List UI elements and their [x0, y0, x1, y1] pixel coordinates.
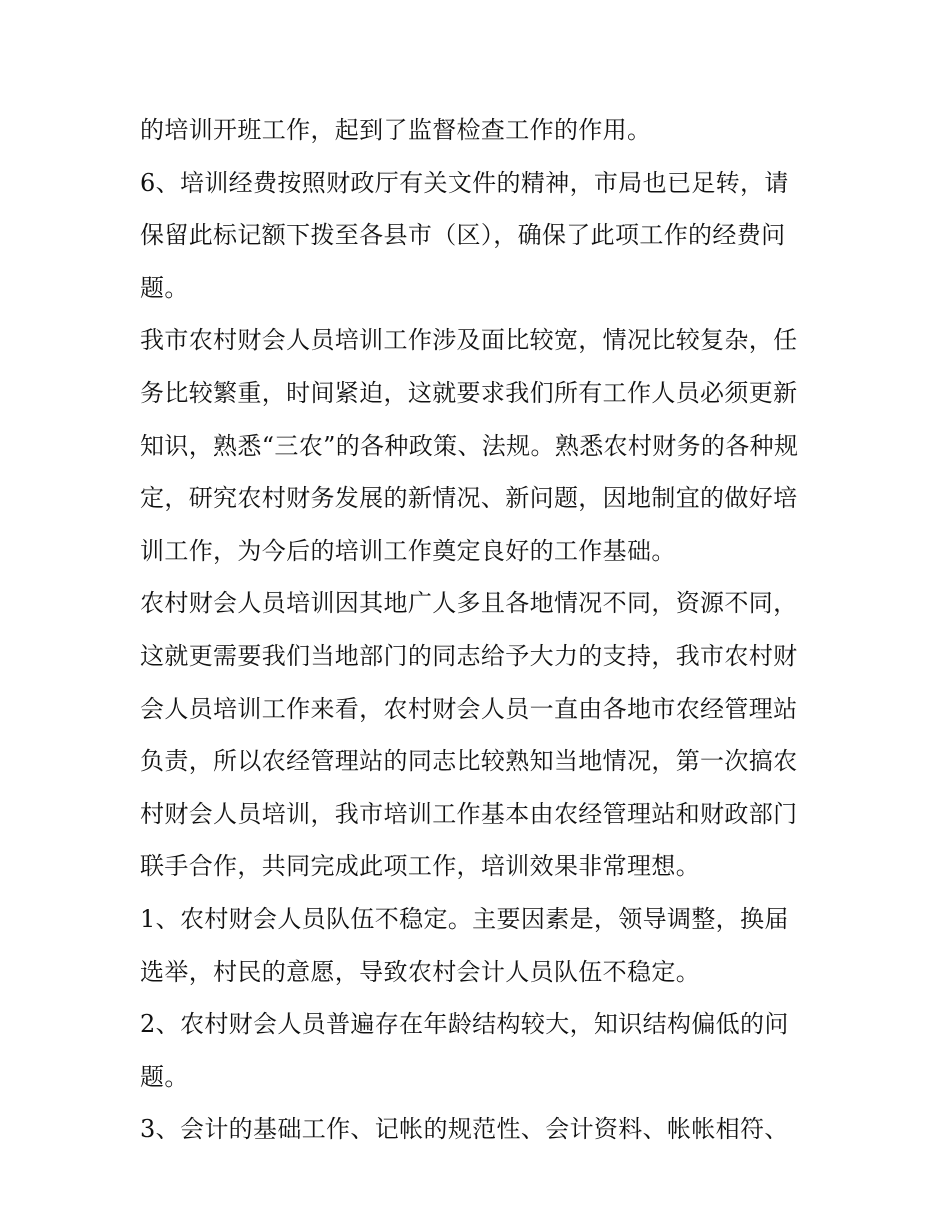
- text-line: 训工作，为今后的培训工作奠定良好的工作基础。: [140, 536, 676, 565]
- text-line: 的培训开班工作，起到了监督检查工作的作用。: [140, 116, 652, 144]
- text-line: 知识，熟悉“三农”的各种政策、法规。熟悉农村财务的各种规: [140, 431, 799, 460]
- text-line: 会人员培训工作来看，农村财会人员一直由各地市农经管理站: [140, 694, 798, 723]
- text-line: 6、培训经费按照财政厅有关文件的精神，市局也已足转，请: [140, 168, 789, 197]
- text-line: 2、农村财会人员普遍存在年龄结构较大，知识结构偏低的问: [140, 1010, 789, 1039]
- text-line: 题。: [140, 1062, 189, 1091]
- text-line: 这就更需要我们当地部门的同志给予大力的支持，我市农村财: [140, 641, 798, 670]
- document-body: [140, 104, 820, 1156]
- text-line: 联手合作，共同完成此项工作，培训效果非常理想。: [140, 852, 701, 881]
- text-line: 村财会人员培训，我市培训工作基本由农经管理站和财政部门: [140, 799, 798, 828]
- text-line: 定，研究农村财务发展的新情况、新问题，因地制宜的做好培: [140, 484, 798, 513]
- text-line: 1、农村财会人员队伍不稳定。主要因素是，领导调整，换届: [140, 904, 789, 933]
- text-line: 题。: [140, 273, 189, 302]
- text-line: 选举，村民的意愿，导致农村会计人员队伍不稳定。: [140, 957, 701, 986]
- text-line: 我市农村财会人员培训工作涉及面比较宽，情况比较复杂，任: [140, 326, 798, 355]
- text-line: 负责，所以农经管理站的同志比较熟知当地情况，第一次搞农: [140, 747, 798, 776]
- text-line: 保留此标记额下拨至各县市（区），确保了此项工作的经费问: [140, 221, 786, 250]
- text-line: 农村财会人员培训因其地广人多且各地情况不同，资源不同，: [140, 589, 798, 618]
- text-line: 务比较繁重，时间紧迫，这就要求我们所有工作人员必须更新: [140, 378, 798, 407]
- text-line: 3、会计的基础工作、记帐的规范性、会计资料、帐帐相符、: [140, 1115, 789, 1144]
